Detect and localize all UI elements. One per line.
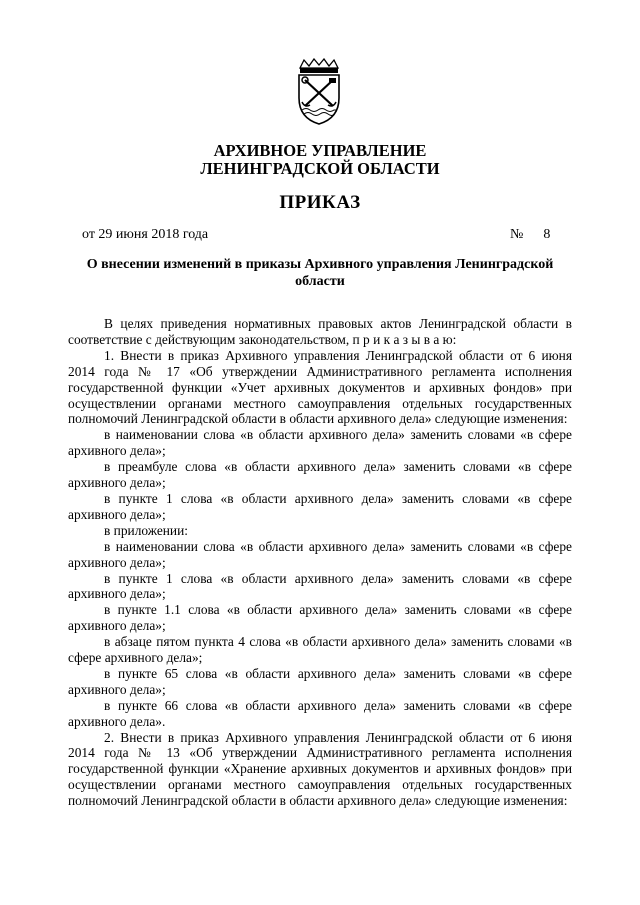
paragraph: в пункте 65 слова «в области архивного дела» заменить словами «в сфере архивного дела»;	[68, 665, 572, 697]
document-subject: О внесении изменений в приказы Архивного управления Ленинградской области	[86, 257, 554, 289]
org-line-1: АРХИВНОЕ УПРАВЛЕНИЕ	[213, 141, 427, 160]
number-sign: №	[510, 227, 524, 242]
document-number	[510, 227, 550, 243]
paragraph: в преамбуле слова «в области архивного дела» заменить словами «в сфере архивного дела»;	[68, 459, 572, 491]
number-value: 8	[543, 227, 551, 242]
paragraph: в наименовании слова «в области архивного дела» заменить словами «в сфере архивного дела»;	[68, 538, 572, 570]
document-date: от 29 июня 2018 года	[82, 227, 209, 242]
org-line-2: ЛЕНИНГРАДСКОЙ ОБЛАСТИ	[200, 159, 440, 178]
paragraph: в пункте 1 слова «в области архивного дела» заменить словами «в сфере архивного дела»;	[68, 490, 572, 522]
paragraph: в наименовании слова «в области архивного дела» заменить словами «в сфере архивного дела»;	[68, 427, 572, 459]
document-body	[68, 316, 572, 809]
paragraph: 1. Внести в приказ Архивного управления Ленинградской области от 6 июня 2014 года № 17 «Об утверждении Административного регламента исполнения государственной функции «Учет архивных документов и архивных фондов» при осуществлении органами местного самоуправления отдельных государственных полномочий Ленинградской области в области архивного дела» следующие изменения:	[68, 347, 572, 427]
paragraph: в абзаце пятом пункта 4 слова «в области архивного дела» заменить словами «в сфере архивного дела»;	[68, 634, 572, 666]
coat-of-arms-icon	[294, 58, 344, 126]
paragraph: В целях приведения нормативных правовых актов Ленинградской области в соответствие с действующим законодательством, п р и к а з ы в а ю:	[68, 316, 572, 347]
paragraph: в приложении:	[104, 522, 188, 538]
paragraph: в пункте 1.1 слова «в области архивного дела» заменить словами «в сфере архивного дела»;	[68, 602, 572, 634]
paragraph: в пункте 1 слова «в области архивного дела» заменить словами «в сфере архивного дела»;	[68, 570, 572, 602]
organization-name	[0, 142, 640, 178]
paragraph: в пункте 66 слова «в области архивного дела» заменить словами «в сфере архивного дела».	[68, 697, 572, 729]
document-title: ПРИКАЗ	[279, 192, 361, 213]
paragraph: 2. Внести в приказ Архивного управления Ленинградской области от 6 июня 2014 года № 13 «Об утверждении Административного регламента исполнения государственной функции «Хранение архивных документов и архивных фондов» при осуществлении органами местного самоуправления отдельных государственных полномочий Ленинградской области в области архивного дела» следующие изменения:	[68, 729, 572, 809]
